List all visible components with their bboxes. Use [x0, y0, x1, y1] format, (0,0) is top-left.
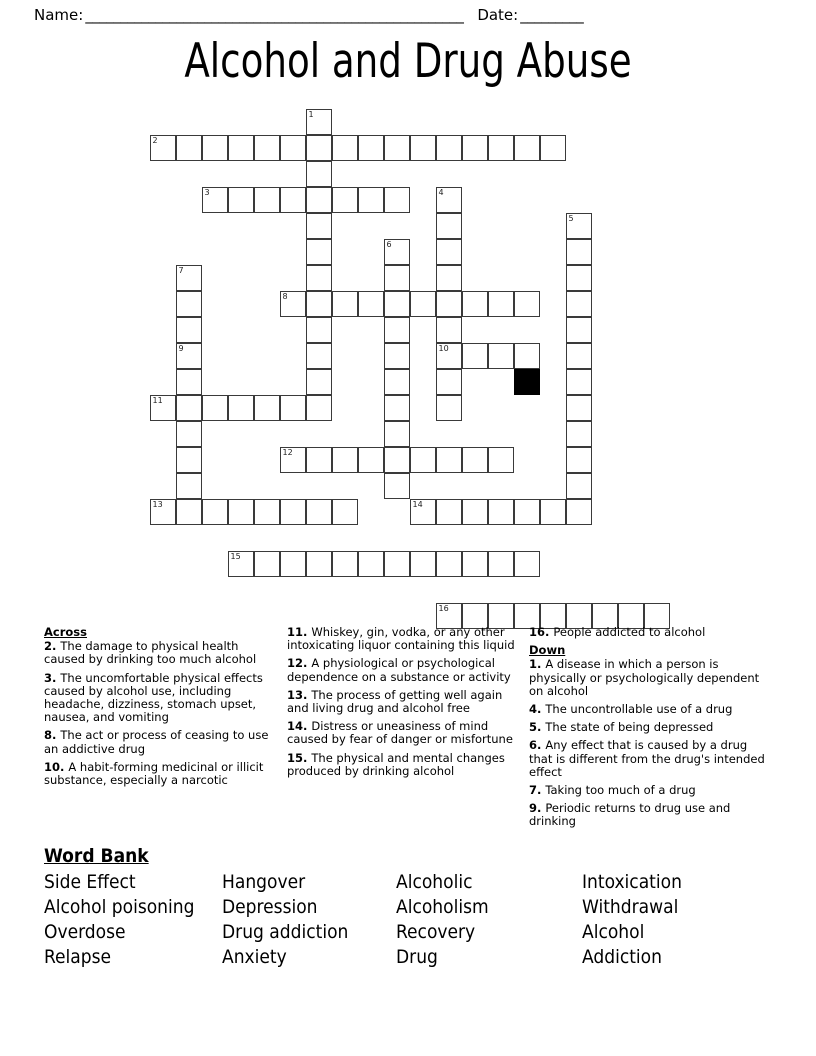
- clue-number: 9.: [529, 801, 546, 816]
- grid-cell[interactable]: [462, 291, 488, 317]
- grid-cell[interactable]: [176, 291, 202, 317]
- clue-text: The physical and mental changes produced by drinking alcohol: [287, 750, 505, 778]
- grid-cell[interactable]: [566, 499, 592, 525]
- grid-cell[interactable]: [436, 135, 462, 161]
- clue-number: 13.: [287, 687, 312, 702]
- grid-cell[interactable]: [176, 265, 202, 291]
- grid-cell-number: 11: [152, 396, 163, 405]
- grid-cell[interactable]: [566, 473, 592, 499]
- clue-text: The uncomfortable physical effects caused by alcohol use, including headache, dizziness, stomach upset, nausea, and vomiting: [44, 670, 263, 725]
- grid-cell[interactable]: [462, 551, 488, 577]
- grid-cell[interactable]: [384, 239, 410, 265]
- clue-number: 4.: [529, 702, 546, 717]
- word-bank-item: Intoxication: [582, 871, 682, 893]
- grid-cell[interactable]: [280, 187, 306, 213]
- grid-cell[interactable]: [566, 291, 592, 317]
- grid-cell[interactable]: [254, 499, 280, 525]
- word-bank-item: Relapse: [44, 946, 112, 968]
- grid-cell[interactable]: [150, 499, 176, 525]
- grid-cell[interactable]: [150, 395, 176, 421]
- clue-across-11: [287, 626, 527, 652]
- grid-cell[interactable]: [358, 551, 384, 577]
- grid-cell[interactable]: [176, 317, 202, 343]
- clue-text: Whiskey, gin, vodka, or any other intoxicating liquor containing this liquid: [287, 625, 515, 653]
- grid-cell[interactable]: [280, 551, 306, 577]
- grid-cell[interactable]: [306, 239, 332, 265]
- grid-cell[interactable]: [566, 447, 592, 473]
- grid-cell[interactable]: [514, 551, 540, 577]
- word-bank-grid: [44, 871, 784, 968]
- grid-cell[interactable]: [436, 369, 462, 395]
- clue-number: 2.: [44, 639, 61, 654]
- grid-cell[interactable]: [384, 317, 410, 343]
- clue-column-3: [529, 626, 774, 834]
- clue-across-3: [44, 672, 280, 725]
- word-bank-title: Word Bank: [44, 845, 149, 867]
- grid-cell[interactable]: [176, 447, 202, 473]
- grid-cell[interactable]: [332, 447, 358, 473]
- grid-cell[interactable]: [254, 395, 280, 421]
- clue-column-2: [287, 626, 527, 783]
- clue-number: 11.: [287, 625, 312, 639]
- grid-cell[interactable]: [202, 395, 228, 421]
- grid-cell[interactable]: [280, 135, 306, 161]
- grid-cell-number: 15: [230, 552, 241, 561]
- grid-cell-number: 12: [282, 448, 293, 457]
- grid-cell[interactable]: [306, 109, 332, 135]
- grid-cell[interactable]: [436, 239, 462, 265]
- grid-cell[interactable]: [514, 343, 540, 369]
- down-heading: Down: [529, 643, 566, 658]
- word-bank-item: Alcoholism: [396, 896, 489, 918]
- grid-cell[interactable]: [306, 395, 332, 421]
- grid-cell[interactable]: [202, 499, 228, 525]
- grid-cell[interactable]: [410, 447, 436, 473]
- grid-cell[interactable]: [384, 473, 410, 499]
- grid-cell[interactable]: [306, 447, 332, 473]
- clue-number: 15.: [287, 750, 312, 765]
- clue-across-14: [287, 720, 527, 746]
- grid-cell[interactable]: [254, 135, 280, 161]
- clue-text: The damage to physical health caused by drinking too much alcohol: [44, 639, 257, 667]
- grid-cell[interactable]: [488, 551, 514, 577]
- word-bank-item: Anxiety: [222, 946, 287, 968]
- grid-cell[interactable]: [436, 265, 462, 291]
- grid-cell[interactable]: [332, 187, 358, 213]
- grid-cell-number: 3: [204, 188, 210, 197]
- clue-number: 8.: [44, 728, 61, 743]
- clue-text: The state of being depressed: [545, 720, 714, 735]
- word-bank-item: Addiction: [582, 946, 662, 968]
- grid-cell[interactable]: [228, 499, 254, 525]
- grid-cell-number: 13: [152, 500, 163, 509]
- clue-text: Taking too much of a drug: [545, 783, 696, 798]
- clue-text: Distress or uneasiness of mind caused by fear of danger or misfortune: [287, 719, 513, 747]
- clue-number: 1.: [529, 657, 546, 672]
- grid-cell[interactable]: [306, 499, 332, 525]
- clue-down-5: [529, 721, 774, 734]
- clue-across-2: [44, 640, 280, 666]
- across-heading: Across: [44, 625, 87, 639]
- grid-cell[interactable]: [540, 499, 566, 525]
- grid-cell-number: 6: [386, 240, 392, 249]
- clue-down-1: [529, 658, 774, 698]
- grid-cell[interactable]: [306, 317, 332, 343]
- word-bank-item: Drug: [396, 946, 438, 968]
- grid-cell[interactable]: [384, 135, 410, 161]
- grid-cell-number: 9: [178, 344, 184, 353]
- grid-cell[interactable]: [566, 265, 592, 291]
- grid-cell[interactable]: [176, 421, 202, 447]
- grid-cell[interactable]: [254, 551, 280, 577]
- grid-cell-number: 4: [438, 188, 444, 197]
- grid-cell-number: 7: [178, 266, 184, 275]
- grid-cell[interactable]: [332, 551, 358, 577]
- clue-text: The uncontrollable use of a drug: [545, 702, 733, 717]
- grid-cell-number: 2: [152, 136, 158, 145]
- word-bank-item: Alcohol poisoning: [44, 896, 195, 918]
- word-bank-item: Recovery: [396, 921, 476, 943]
- clue-text: Any effect that is caused by a drug that is different from the drug's intended effect: [529, 738, 765, 779]
- grid-cell[interactable]: [306, 551, 332, 577]
- grid-cell[interactable]: [462, 343, 488, 369]
- word-bank-item: Overdose: [44, 921, 126, 943]
- grid-cell[interactable]: [436, 395, 462, 421]
- grid-cell[interactable]: [436, 447, 462, 473]
- clue-column-1: [44, 626, 280, 792]
- name-blank-line: ______________________________________________________: [85, 6, 464, 24]
- grid-cell[interactable]: [566, 369, 592, 395]
- grid-cell[interactable]: [306, 161, 332, 187]
- word-bank-item: Hangover: [222, 871, 306, 893]
- clue-down-4: [529, 703, 774, 716]
- grid-cell[interactable]: [488, 291, 514, 317]
- clue-number: 7.: [529, 783, 546, 798]
- grid-cell[interactable]: [306, 369, 332, 395]
- grid-cell[interactable]: [228, 135, 254, 161]
- grid-cell[interactable]: [384, 369, 410, 395]
- grid-cell[interactable]: [384, 395, 410, 421]
- grid-cell[interactable]: [384, 551, 410, 577]
- grid-cell[interactable]: [332, 499, 358, 525]
- grid-cell[interactable]: [566, 421, 592, 447]
- grid-cell[interactable]: [514, 135, 540, 161]
- grid-cell[interactable]: [436, 291, 462, 317]
- grid-cell[interactable]: [410, 291, 436, 317]
- grid-cell[interactable]: [176, 473, 202, 499]
- word-bank-item: Alcoholic: [396, 871, 473, 893]
- clue-text: People addicted to alcohol: [553, 625, 706, 639]
- grid-cell[interactable]: [332, 291, 358, 317]
- clue-across-10: [44, 761, 280, 787]
- grid-cell[interactable]: [280, 499, 306, 525]
- grid-cell[interactable]: [384, 265, 410, 291]
- clue-across-13: [287, 689, 527, 715]
- word-bank-item: Side Effect: [44, 871, 136, 893]
- grid-cell[interactable]: [488, 499, 514, 525]
- grid-cell[interactable]: [306, 291, 332, 317]
- grid-cell[interactable]: [436, 187, 462, 213]
- clue-across-8: [44, 729, 280, 755]
- grid-cell[interactable]: [358, 447, 384, 473]
- grid-cell[interactable]: [228, 187, 254, 213]
- grid-cell[interactable]: [488, 343, 514, 369]
- grid-cell[interactable]: [254, 187, 280, 213]
- grid-cell[interactable]: [436, 499, 462, 525]
- grid-cell[interactable]: [202, 187, 228, 213]
- page-title: Alcohol and Drug Abuse: [184, 34, 632, 89]
- clue-number: 5.: [529, 720, 546, 735]
- grid-cell[interactable]: [150, 135, 176, 161]
- grid-cell-number: 8: [282, 292, 288, 301]
- clue-number: 6.: [529, 738, 546, 753]
- word-bank: [44, 845, 784, 968]
- clue-number: 16.: [529, 625, 554, 639]
- date-label: Date:: [477, 6, 519, 24]
- grid-cell-blocked: [514, 369, 540, 395]
- grid-cell[interactable]: [280, 291, 306, 317]
- grid-cell[interactable]: [488, 447, 514, 473]
- grid-cell[interactable]: [384, 343, 410, 369]
- grid-cell[interactable]: [176, 343, 202, 369]
- grid-cell-number: 14: [412, 500, 423, 509]
- grid-cell[interactable]: [176, 369, 202, 395]
- grid-cell[interactable]: [462, 447, 488, 473]
- grid-cell-number: 5: [568, 214, 574, 223]
- grid-cell[interactable]: [462, 499, 488, 525]
- grid-cell[interactable]: [176, 499, 202, 525]
- clue-across-15: [287, 752, 527, 778]
- grid-cell[interactable]: [462, 135, 488, 161]
- grid-cell[interactable]: [514, 499, 540, 525]
- clue-across-16: [529, 626, 774, 639]
- grid-cell[interactable]: [566, 395, 592, 421]
- grid-cell[interactable]: [306, 343, 332, 369]
- clue-down-7: [529, 784, 774, 797]
- name-label: Name:: [34, 6, 84, 24]
- clue-text: A habit-forming medicinal or illicit substance, especially a narcotic: [44, 759, 264, 788]
- clue-number: 3.: [44, 670, 61, 685]
- clue-text: Periodic returns to drug use and drinking: [529, 801, 731, 829]
- grid-cell[interactable]: [384, 421, 410, 447]
- grid-cell[interactable]: [436, 551, 462, 577]
- grid-cell[interactable]: [436, 317, 462, 343]
- grid-cell[interactable]: [384, 447, 410, 473]
- clue-down-6: [529, 739, 774, 779]
- grid-cell[interactable]: [306, 265, 332, 291]
- grid-cell[interactable]: [488, 135, 514, 161]
- grid-cell[interactable]: [228, 395, 254, 421]
- grid-cell[interactable]: [566, 343, 592, 369]
- grid-cell-number: 16: [438, 604, 449, 613]
- grid-cell[interactable]: [358, 291, 384, 317]
- grid-cell[interactable]: [306, 213, 332, 239]
- grid-cell-number: 1: [308, 110, 314, 119]
- clue-text: The process of getting well again and living drug and alcohol free: [287, 687, 503, 716]
- clue-number: 10.: [44, 759, 69, 774]
- word-bank-item: Depression: [222, 896, 318, 918]
- grid-cell[interactable]: [332, 135, 358, 161]
- clues-section: [0, 625, 816, 829]
- grid-cell[interactable]: [280, 447, 306, 473]
- word-bank-item: Drug addiction: [222, 921, 349, 943]
- clue-across-12: [287, 657, 527, 683]
- grid-cell[interactable]: [566, 213, 592, 239]
- grid-cell[interactable]: [436, 213, 462, 239]
- grid-cell[interactable]: [228, 551, 254, 577]
- grid-cell[interactable]: [540, 135, 566, 161]
- grid-cell[interactable]: [436, 343, 462, 369]
- clue-down-9: [529, 802, 774, 828]
- clue-text: The act or process of ceasing to use an addictive drug: [44, 728, 269, 756]
- grid-cell[interactable]: [306, 135, 332, 161]
- clue-number: 14.: [287, 719, 312, 734]
- grid-cell[interactable]: [358, 187, 384, 213]
- clue-text: A disease in which a person is physically or psychologically dependent on alcohol: [529, 657, 760, 698]
- grid-cell[interactable]: [202, 135, 228, 161]
- clue-text: A physiological or psychological dependence on a substance or activity: [287, 656, 511, 684]
- grid-cell[interactable]: [566, 317, 592, 343]
- word-bank-item: Alcohol: [582, 921, 645, 943]
- grid-cell[interactable]: [410, 135, 436, 161]
- clue-number: 12.: [287, 656, 312, 671]
- word-bank-item: Withdrawal: [582, 896, 679, 918]
- grid-cell[interactable]: [410, 551, 436, 577]
- grid-cell[interactable]: [410, 499, 436, 525]
- grid-cell[interactable]: [306, 187, 332, 213]
- grid-cell-number: 10: [438, 344, 449, 353]
- grid-cell[interactable]: [176, 395, 202, 421]
- date-blank-line: _________: [520, 6, 584, 24]
- grid-cell[interactable]: [280, 395, 306, 421]
- grid-cell[interactable]: [566, 239, 592, 265]
- grid-cell[interactable]: [514, 291, 540, 317]
- grid-cell[interactable]: [176, 135, 202, 161]
- grid-cell[interactable]: [384, 291, 410, 317]
- grid-cell[interactable]: [384, 187, 410, 213]
- grid-cell[interactable]: [358, 135, 384, 161]
